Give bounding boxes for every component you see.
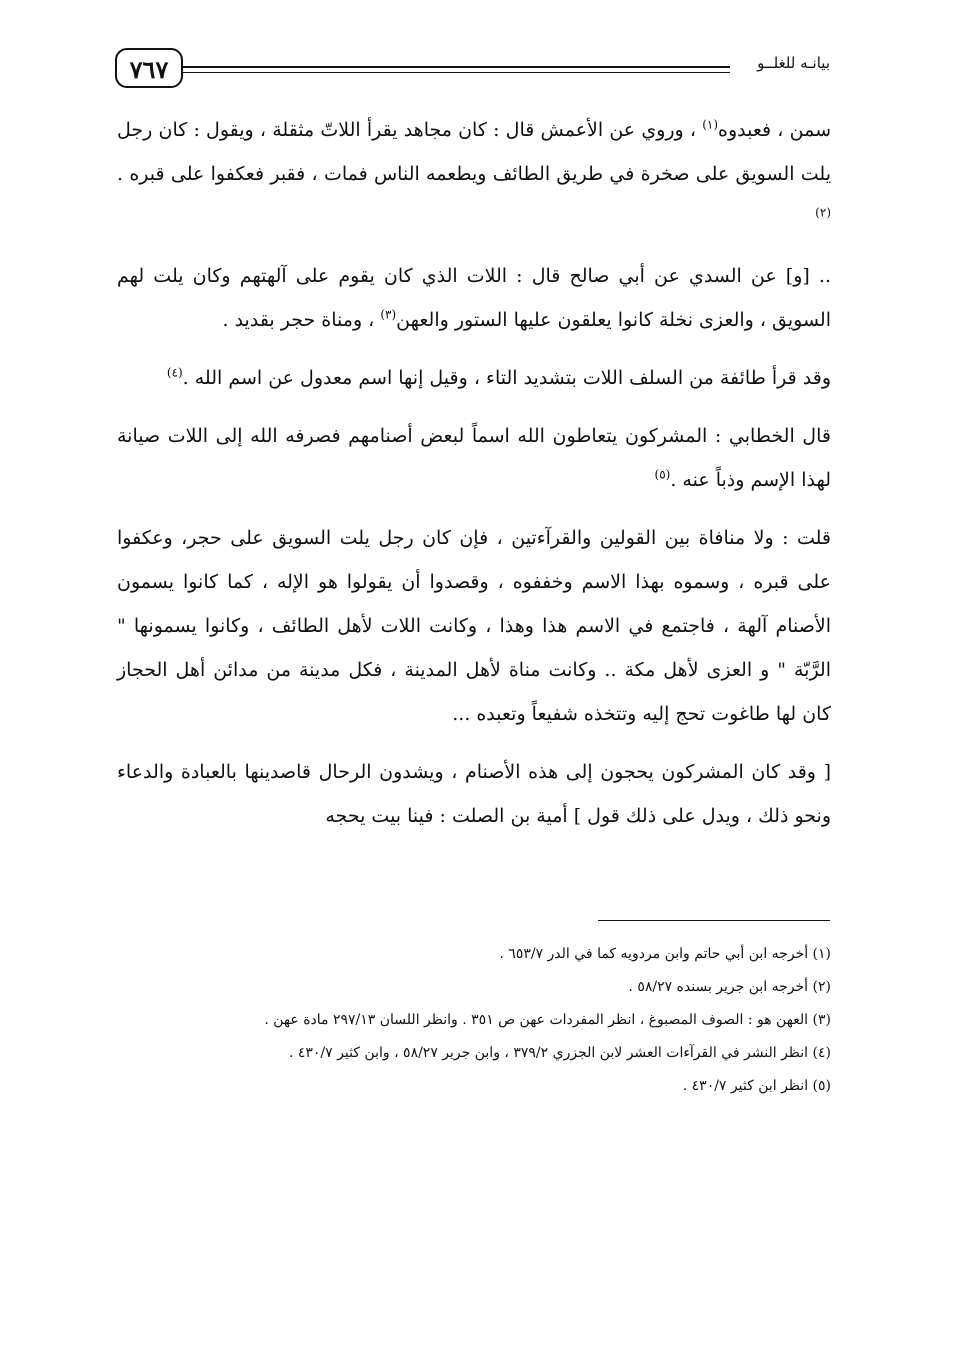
paragraph: قال الخطابي : المشركون يتعاطون الله اسماً لبعض أصنامهم فصرفه الله إلى اللات صيانة لهذا الإسم وذباً عنه .$^{(٥)}$ (117, 425, 831, 491)
footnote-ref: (٢) (815, 205, 831, 220)
footnote: (١) أخرجه ابن أبي حاتم وابن مردويه كما في الدر ٦٥٣/٧ . (499, 946, 831, 962)
page-header (115, 48, 830, 92)
footnote-ref: (١) (702, 117, 719, 132)
header-rule-thin (183, 72, 730, 73)
paragraph: .. [و] عن السدي عن أبي صالح قال : اللات الذي كان يقوم على آلهتهم وكان يلت لهم السويق ، والعزى نخلة كانوا يعلقون عليها الستور والعهن$^{(٣)}$ ، ومناة حجر بقديد . (117, 265, 831, 331)
footnote: (٤) انظر النشر في القرآءات العشر لابن الجزري ٣٧٩/٢ ، وابن جرير ٥٨/٢٧ ، وابن كثير ٤٣٠/٧ . (288, 1045, 831, 1061)
paragraph: [ وقد كان المشركون يحجون إلى هذه الأصنام ، ويشدون الرحال قاصدينها بالعبادة والدعاء ونحو ذلك ، ويدل على ذلك قول ] أمية بن الصلت : فينا بيت يحجه (117, 761, 831, 827)
footnote-ref: (٥) (654, 467, 671, 482)
footnote: (٢) أخرجه ابن جرير بسنده ٥٨/٢٧ . (628, 979, 831, 995)
footnote-ref: (٣) (380, 307, 397, 322)
footnote-ref: (٤) (166, 365, 183, 380)
footnote: (٣) العهن هو : الصوف المصبوغ ، انظر المفردات عهن ص ٣٥١ . وانظر اللسان ٢٩٧/١٣ مادة عهن . (264, 1012, 831, 1028)
paragraph: سمن ، فعبدوه$^{(١)}$ ، وروي عن الأعمش قال : كان مجاهد يقرأ اللاتّ مثقلة ، ويقول : كان رجل يلت السويق على صخرة في طريق الطائف ويطعمه الناس فمات ، فقبر فعكفوا على قبره .$^{(٢)}$ (117, 117, 831, 220)
paragraph: قلت : ولا منافاة بين القولين والقرآءتين ، فإن كان رجل يلت السويق على حجر، وعكفوا على قبره ، وسموه بهذا الاسم وخففوه ، وقصدوا أن يقولوا هو الإله ، كما كانوا يسمون الأصنام آلهة ، فاجتمع في الاسم هذا وهذا ، وكانت اللات لأهل الطائف ، وكانوا يسمونها " الرَّبّة " و العزى لأهل مكة .. وكانت مناة لأهل المدينة ، فكل مدينة من مدائن أهل الحجاز كان لها طاغوت تحج إليه وتتخذه شفيعاً وتعبده ... (117, 527, 831, 725)
main-text (117, 108, 831, 852)
running-title: بيانـه للغلــو (757, 54, 830, 72)
footnotes (160, 938, 831, 1103)
footnote: (٥) انظر ابن كثير ٤٣٠/٧ . (682, 1078, 831, 1094)
header-rule (183, 66, 730, 68)
paragraph: وقد قرأ طائفة من السلف اللات بتشديد التاء ، وقيل إنها اسم معدول عن اسم الله .$^{(٤)}$ (166, 365, 831, 389)
page-number: ٧٦٧ (115, 48, 183, 88)
footnote-separator (598, 920, 830, 921)
